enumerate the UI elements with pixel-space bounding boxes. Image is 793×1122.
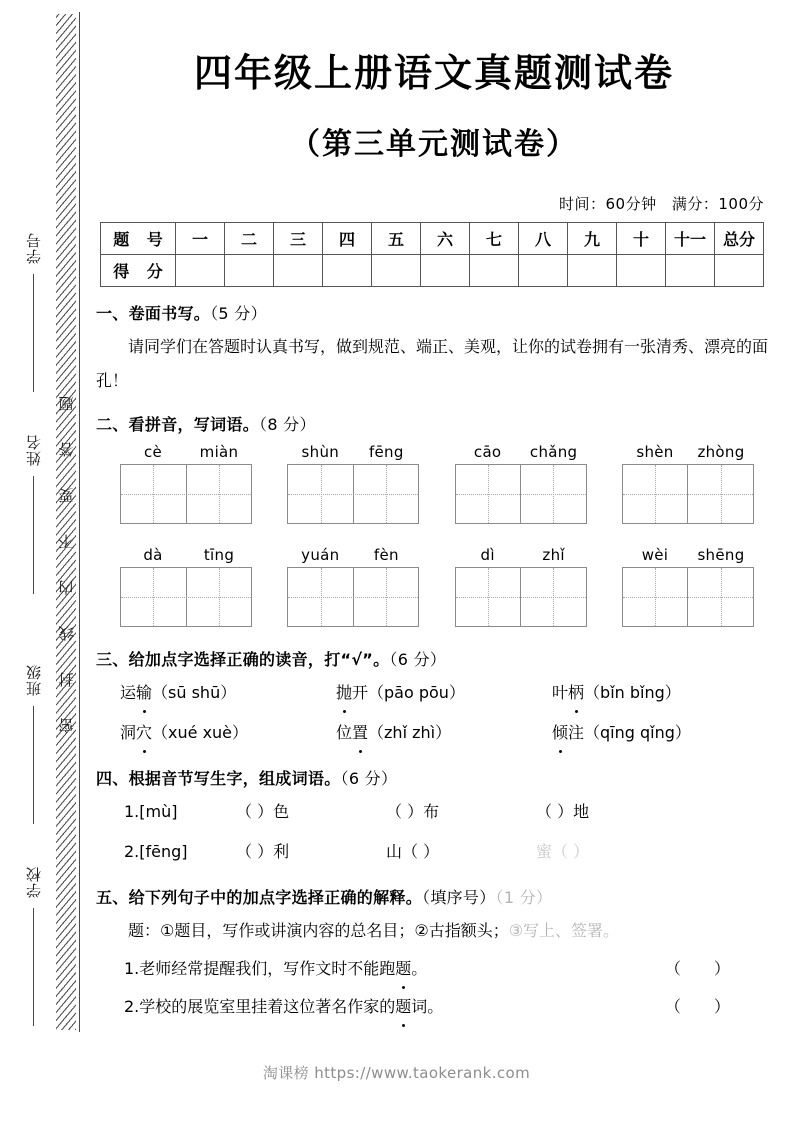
answer-slot[interactable]: 山（ ） [386,842,440,861]
definition-visible: 题：①题目，写作或讲演内容的总名目；②古指额头； [128,921,509,940]
score-table-col-6: 六 [421,223,470,255]
table-row-question-numbers [101,223,764,255]
score-table [100,222,764,287]
word-prefix: 位 [336,723,353,742]
tianzige-cell[interactable] [687,568,753,626]
dotted-char: 抛 [336,676,352,710]
section-4-heading [96,766,772,789]
syllable-value: [mù] [139,802,178,821]
answer-parens[interactable]: （ ） [664,997,744,1016]
dotted-char: 穴 [136,716,152,750]
section-5-note: （填序号） [422,888,496,907]
pinyin-syllable: dà [143,546,163,564]
seal-char: 内 [58,578,74,596]
student-school-label: 学校 [24,866,43,898]
score-table-col-total: 总分 [715,223,764,255]
section-1-body: 请同学们在答题时认真书写，做到规范、端正、美观，让你的试卷拥有一张清秀、漂亮的面孔！ [96,337,769,390]
tianzige-cell[interactable] [520,568,586,626]
section-2-points: （8 分） [259,415,316,434]
seal-char: 密 [58,716,74,734]
syllable-prompt [124,835,236,869]
item-number: 2. [124,997,140,1016]
dotted-char: 柄 [568,676,584,710]
tianzige-cell[interactable] [288,568,353,626]
pronunciation-item[interactable] [336,716,552,750]
score-cell-4[interactable] [323,255,372,287]
tianzige-cell[interactable] [456,465,521,523]
score-cell-11[interactable] [666,255,715,287]
section-2-title: 二、看拼音，写词语。 [96,415,260,434]
pronunciation-row-1 [120,676,772,710]
definition-faded: ③写上、签署。 [508,921,620,940]
pinyin-syllable: zhòng [697,443,745,461]
pinyin-word-item [287,546,419,627]
exam-time-label: 时间：60分钟 [558,195,657,213]
seal-char: 要 [58,486,74,504]
seal-char: 封 [58,670,74,688]
answer-slot[interactable]: （ ）色 [236,802,290,821]
student-id-label: 学号 [24,232,43,264]
score-table-col-8: 八 [519,223,568,255]
pinyin-syllable: chǎng [529,443,578,461]
section-5-question-2 [124,990,772,1024]
score-cell-7[interactable] [470,255,519,287]
section-3-heading [96,647,772,670]
answer-slot[interactable]: （ ）地 [536,802,590,821]
score-cell-6[interactable] [421,255,470,287]
syllable-prompt [124,795,236,829]
student-class-writeline[interactable] [33,706,34,824]
pronunciation-item[interactable] [120,716,336,750]
score-table-col-9: 九 [568,223,617,255]
pinyin-label [455,443,587,461]
section-1-heading [96,301,772,324]
pronunciation-item[interactable] [120,676,336,710]
tianzige-box[interactable] [622,464,754,524]
question-text [124,990,443,1024]
pinyin-word-item [287,443,419,524]
tianzige-cell[interactable] [121,568,186,626]
syllable-value: [fēng] [139,842,188,861]
score-cell-2[interactable] [225,255,274,287]
pinyin-options[interactable]: （sū shū） [152,683,237,702]
pinyin-word-item [455,546,587,627]
pinyin-label [287,546,419,564]
exam-total-score-label: 满分：100分 [671,195,764,213]
seal-line-strip [0,0,92,1122]
section-5-points: （1 分） [495,888,553,907]
tianzige-box[interactable] [287,567,419,627]
section-1-title: 一、卷面书写。 [96,304,211,323]
pinyin-label [120,443,252,461]
pinyin-label [120,546,252,564]
tianzige-cell[interactable] [186,568,252,626]
score-cell-5[interactable] [372,255,421,287]
tianzige-cell[interactable] [353,465,419,523]
student-school-field[interactable] [14,862,52,1032]
question-text [124,952,427,986]
section-3-points: （6 分） [389,650,447,669]
seal-char: 线 [58,624,74,642]
section-4-title: 四、根据音节写生字，组成词语。 [96,769,341,788]
pinyin-syllable: zhǐ [542,546,565,564]
score-cell-3[interactable] [274,255,323,287]
dotted-char: 输 [136,676,152,710]
tianzige-box[interactable] [120,464,252,524]
answer-slot[interactable]: （ ）利 [236,842,290,861]
pinyin-syllable: shēng [697,546,745,564]
pinyin-syllable: dì [480,546,495,564]
tianzige-cell[interactable] [288,465,353,523]
answer-slot[interactable]: （ ）布 [386,802,440,821]
pinyin-syllable: tīng [203,546,235,564]
tianzige-box[interactable] [287,464,419,524]
exam-meta [96,193,764,214]
table-row-scores [101,255,764,287]
pinyin-syllable: shùn [301,443,340,461]
score-table-col-2: 二 [225,223,274,255]
pinyin-label [622,443,754,461]
pinyin-syllable: wèi [641,546,669,564]
section-5-heading [96,885,772,908]
pinyin-options[interactable]: （bǐn bǐng） [584,683,681,702]
pinyin-syllable: fēng [368,443,404,461]
student-class-field[interactable] [14,660,52,830]
seal-char: 答 [58,440,74,458]
pinyin-word-item [120,546,252,627]
pinyin-syllable: cè [143,443,163,461]
paper-content [96,0,772,1122]
pinyin-word-item [622,443,754,524]
sentence-suffix: 词。 [411,997,444,1016]
tianzige-cell[interactable] [623,465,688,523]
section-1-points: （5 分） [210,304,267,323]
score-table-col-7: 七 [470,223,519,255]
student-id-field[interactable] [14,228,52,398]
tianzige-box[interactable] [120,567,252,627]
pinyin-grid-row-1 [120,443,754,524]
score-table-col-1: 一 [176,223,225,255]
footer-watermark: 淘课榜 https://www.taokerank.com [262,1064,531,1082]
word-prefix: 洞 [120,723,137,742]
seal-char: 不 [58,532,74,550]
answer-slot[interactable]: 蜜（ ） [536,842,590,861]
dotted-char: 题 [395,990,411,1024]
tianzige-cell[interactable] [186,465,252,523]
dotted-char: 置 [352,716,368,750]
pronunciation-item[interactable] [552,676,768,710]
syllable-row-1 [124,795,772,829]
pronunciation-item[interactable] [336,676,552,710]
tianzige-box[interactable] [455,567,587,627]
item-number: 2. [124,842,140,861]
section-3-title: 三、给加点字选择正确的读音，打“√”。 [96,650,390,669]
tianzige-cell[interactable] [456,568,521,626]
student-class-label: 班级 [24,664,43,696]
pinyin-grid-row-2 [120,546,754,627]
tianzige-cell[interactable] [520,465,586,523]
dotted-char: 题 [395,952,411,986]
section-2-heading [96,412,772,435]
sentence-prefix: 学校的展览室里挂着这位著名作家的 [139,997,396,1016]
page-title: 四年级上册语文真题测试卷 [193,51,674,95]
section-5-question-1 [124,952,772,986]
score-table-col-10: 十 [617,223,666,255]
student-name-writeline[interactable] [33,476,34,594]
syllable-row-2 [124,835,772,869]
sentence-prefix: 老师经常提醒我们，写作文时不能跑 [139,959,396,978]
pinyin-label [455,546,587,564]
student-school-writeline[interactable] [33,908,34,1026]
pinyin-options[interactable]: （xué xuè） [152,723,249,742]
item-number: 1. [124,802,140,821]
score-cell-8[interactable] [519,255,568,287]
tianzige-cell[interactable] [623,568,688,626]
student-info-column [14,0,52,1122]
item-number: 1. [124,959,140,978]
pinyin-options[interactable]: 注（qīng qǐng） [568,723,691,742]
pinyin-syllable: yuán [301,546,340,564]
section-5-title: 五、给下列句子中的加点字选择正确的解释。 [96,888,423,907]
word-prefix: 叶 [552,683,569,702]
score-table-col-11: 十一 [666,223,715,255]
score-table-col-4: 四 [323,223,372,255]
score-table-row-head: 得 分 [101,255,176,287]
pinyin-syllable: miàn [199,443,239,461]
student-name-label: 姓名 [24,434,43,466]
seal-rule-inner [79,12,80,1032]
score-cell-1[interactable] [176,255,225,287]
pinyin-label [287,443,419,461]
pinyin-syllable: fèn [373,546,399,564]
pinyin-options[interactable]: 开（pāo pōu） [352,683,465,702]
pinyin-syllable: cāo [473,443,502,461]
tianzige-box[interactable] [622,567,754,627]
score-cell-9[interactable] [568,255,617,287]
pinyin-word-item [120,443,252,524]
sentence-suffix: 。 [411,959,428,978]
section-5-definition [96,914,772,948]
word-prefix: 运 [120,683,137,702]
score-table-col-3: 三 [274,223,323,255]
tianzige-box[interactable] [455,464,587,524]
pronunciation-item[interactable] [552,716,768,750]
tianzige-cell[interactable] [353,568,419,626]
pinyin-label [622,546,754,564]
pinyin-word-item [455,443,587,524]
score-cell-total[interactable] [715,255,764,287]
score-cell-10[interactable] [617,255,666,287]
seal-char: 题 [58,394,74,412]
pinyin-word-item [622,546,754,627]
page-subtitle: （第三单元测试卷） [290,127,578,162]
pronunciation-row-2 [120,716,772,750]
tianzige-cell[interactable] [121,465,186,523]
student-name-field[interactable] [14,430,52,600]
tianzige-cell[interactable] [687,465,753,523]
section-4-points: （6 分） [340,769,398,788]
pinyin-syllable: shèn [636,443,674,461]
pinyin-options[interactable]: （zhǐ zhì） [368,723,452,742]
answer-parens[interactable]: （ ） [664,959,744,978]
seal-line-text [56,380,76,748]
dotted-char: 倾 [552,716,568,750]
score-table-col-5: 五 [372,223,421,255]
student-id-writeline[interactable] [33,274,34,392]
score-table-row-head: 题 号 [101,223,176,255]
